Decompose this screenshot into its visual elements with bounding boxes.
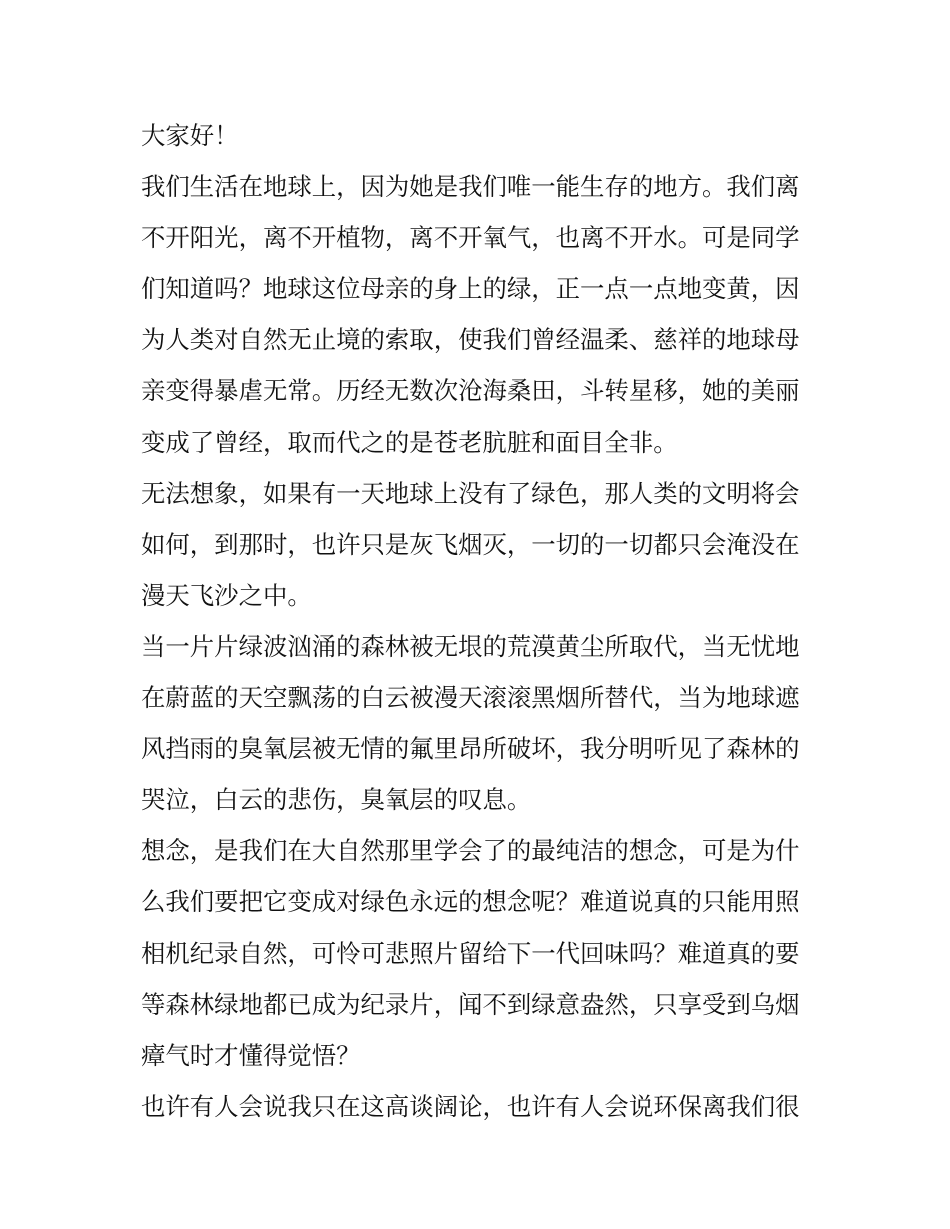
text-line: 哭泣，白云的悲伤，臭氧层的叹息。 [141, 785, 532, 815]
text-line: 瘴气时才懂得觉悟？ [141, 1040, 361, 1070]
text-line: 大家好！ [141, 121, 239, 150]
text-line: 为人类对自然无止境的索取，使我们曾经温柔、慈祥的地球母 [141, 325, 800, 355]
text-line: 相机纪录自然，可怜可悲照片留给下一代回味吗？难道真的要 [141, 938, 800, 968]
text-line: 亲变得暴虐无常。历经无数次沧海桑田，斗转星移，她的美丽 [141, 376, 800, 406]
text-line: 漫天飞沙之中。 [141, 580, 312, 610]
text-line: 么我们要把它变成对绿色永远的想念呢？难道说真的只能用照 [141, 887, 800, 917]
text-line: 们知道吗？地球这位母亲的身上的绿，正一点一点地变黄，因 [141, 274, 800, 304]
text-line: 不开阳光，离不开植物，离不开氧气，也离不开水。可是同学 [141, 223, 800, 253]
text-line: 如何，到那时，也许只是灰飞烟灭，一切的一切都只会淹没在 [141, 529, 800, 559]
text-line: 等森林绿地都已成为纪录片，闻不到绿意盎然，只享受到乌烟 [141, 989, 800, 1019]
text-line: 也许有人会说我只在这高谈阔论，也许有人会说环保离我们很 [141, 1091, 800, 1121]
text-line: 变成了曾经，取而代之的是苍老肮脏和面目全非。 [141, 427, 678, 457]
text-line: 无法想象，如果有一天地球上没有了绿色，那人类的文明将会 [141, 478, 800, 508]
text-line: 在蔚蓝的天空飘荡的白云被漫天滚滚黑烟所替代，当为地球遮 [141, 683, 800, 713]
speech-text [141, 110, 813, 1132]
text-line: 风挡雨的臭氧层被无情的氟里昂所破坏，我分明听见了森林的 [141, 734, 800, 764]
text-line: 想念，是我们在大自然那里学会了的最纯洁的想念，可是为什 [141, 836, 800, 866]
text-line: 当一片片绿波汹涌的森林被无垠的荒漠黄尘所取代，当无忧地 [141, 631, 800, 661]
text-line: 我们生活在地球上，因为她是我们唯一能生存的地方。我们离 [141, 172, 800, 202]
